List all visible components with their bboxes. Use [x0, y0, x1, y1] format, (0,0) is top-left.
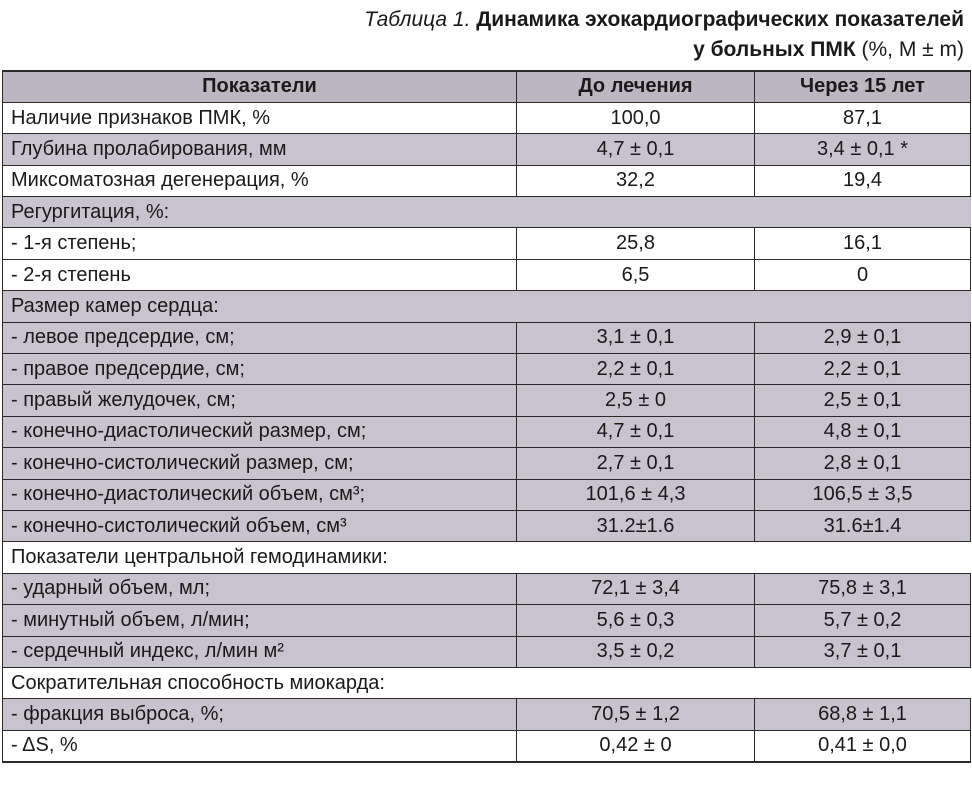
row-name: Наличие признаков ПМК, %	[3, 102, 517, 133]
row-before: 4,7 ± 0,1	[517, 416, 755, 447]
row-before: 2,7 ± 0,1	[517, 448, 755, 479]
row-name: - сердечный индекс, л/мин м²	[3, 636, 517, 667]
row-after	[755, 667, 971, 698]
row-name: - конечно-диастолический объем, см³;	[3, 479, 517, 510]
row-before: 70,5 ± 1,2	[517, 699, 755, 730]
caption-label: Таблица 1.	[364, 8, 471, 31]
caption-units: (%, M ± m)	[861, 38, 964, 61]
table-row	[3, 605, 971, 636]
caption-line-2	[693, 38, 964, 62]
row-after: 75,8 ± 3,1	[755, 573, 971, 604]
row-before: 5,6 ± 0,3	[517, 605, 755, 636]
row-before: 2,5 ± 0	[517, 385, 755, 416]
row-before: 3,5 ± 0,2	[517, 636, 755, 667]
section-row	[3, 667, 971, 698]
row-after: 4,8 ± 0,1	[755, 416, 971, 447]
row-after: 2,8 ± 0,1	[755, 448, 971, 479]
row-after: 31.6±1.4	[755, 510, 971, 541]
row-before: 4,7 ± 0,1	[517, 134, 755, 165]
table-row	[3, 385, 971, 416]
row-after: 3,7 ± 0,1	[755, 636, 971, 667]
section-name: Регургитация, %:	[3, 197, 517, 228]
row-after: 3,4 ± 0,1 *	[755, 134, 971, 165]
row-after: 19,4	[755, 165, 971, 196]
header-before-treatment: До лечения	[517, 71, 755, 102]
row-before: 32,2	[517, 165, 755, 196]
row-name: - минутный объем, л/мин;	[3, 605, 517, 636]
table-row	[3, 730, 971, 761]
row-before: 72,1 ± 3,4	[517, 573, 755, 604]
table-row	[3, 416, 971, 447]
section-row	[3, 542, 971, 573]
row-name: - конечно-систолический размер, см;	[3, 448, 517, 479]
table-row	[3, 448, 971, 479]
echocardiography-table	[2, 70, 971, 763]
row-before: 0,42 ± 0	[517, 730, 755, 761]
header-row	[3, 71, 971, 102]
row-name: - правое предсердие, см;	[3, 354, 517, 385]
table-row	[3, 228, 971, 259]
row-name: - конечно-систолический объем, см³	[3, 510, 517, 541]
table-row	[3, 322, 971, 353]
header-indicators: Показатели	[3, 71, 517, 102]
table-caption	[0, 0, 972, 70]
row-before	[517, 667, 755, 698]
table-row	[3, 510, 971, 541]
table-row	[3, 354, 971, 385]
row-after	[755, 197, 971, 228]
table-row	[3, 165, 971, 196]
row-before: 6,5	[517, 259, 755, 290]
row-after: 2,2 ± 0,1	[755, 354, 971, 385]
row-before: 101,6 ± 4,3	[517, 479, 755, 510]
row-name: - 1-я степень;	[3, 228, 517, 259]
row-before	[517, 291, 755, 322]
row-after: 16,1	[755, 228, 971, 259]
row-before	[517, 197, 755, 228]
row-name: Глубина пролабирования, мм	[3, 134, 517, 165]
row-name: - правый желудочек, см;	[3, 385, 517, 416]
table-row	[3, 479, 971, 510]
row-after: 0,41 ± 0,0	[755, 730, 971, 761]
row-after: 87,1	[755, 102, 971, 133]
table-row	[3, 573, 971, 604]
caption-title-line-2: у больных ПМК	[693, 38, 856, 61]
section-name: Размер камер сердца:	[3, 291, 517, 322]
row-before: 3,1 ± 0,1	[517, 322, 755, 353]
section-row	[3, 197, 971, 228]
row-after: 0	[755, 259, 971, 290]
row-name: - фракция выброса, %;	[3, 699, 517, 730]
table-row	[3, 102, 971, 133]
table-row	[3, 699, 971, 730]
section-row	[3, 291, 971, 322]
row-after: 2,9 ± 0,1	[755, 322, 971, 353]
row-before: 25,8	[517, 228, 755, 259]
row-before: 2,2 ± 0,1	[517, 354, 755, 385]
table-row	[3, 259, 971, 290]
section-name: Показатели центральной гемодинамики:	[3, 542, 517, 573]
header-after-15-years: Через 15 лет	[755, 71, 971, 102]
row-name: Миксоматозная дегенерация, %	[3, 165, 517, 196]
caption-line-1	[364, 8, 964, 32]
caption-title-line-1: Динамика эхокардиографических показателей	[476, 8, 964, 31]
row-before: 100,0	[517, 102, 755, 133]
row-name: - конечно-диастолический размер, см;	[3, 416, 517, 447]
row-before	[517, 542, 755, 573]
row-after: 5,7 ± 0,2	[755, 605, 971, 636]
row-name: - ударный объем, мл;	[3, 573, 517, 604]
row-name: - 2-я степень	[3, 259, 517, 290]
row-after: 2,5 ± 0,1	[755, 385, 971, 416]
table-row	[3, 636, 971, 667]
row-name: - левое предсердие, см;	[3, 322, 517, 353]
row-after	[755, 542, 971, 573]
row-after	[755, 291, 971, 322]
row-after: 106,5 ± 3,5	[755, 479, 971, 510]
row-after: 68,8 ± 1,1	[755, 699, 971, 730]
row-before: 31.2±1.6	[517, 510, 755, 541]
row-name: - ΔS, %	[3, 730, 517, 761]
table-row	[3, 134, 971, 165]
section-name: Сократительная способность миокарда:	[3, 667, 517, 698]
